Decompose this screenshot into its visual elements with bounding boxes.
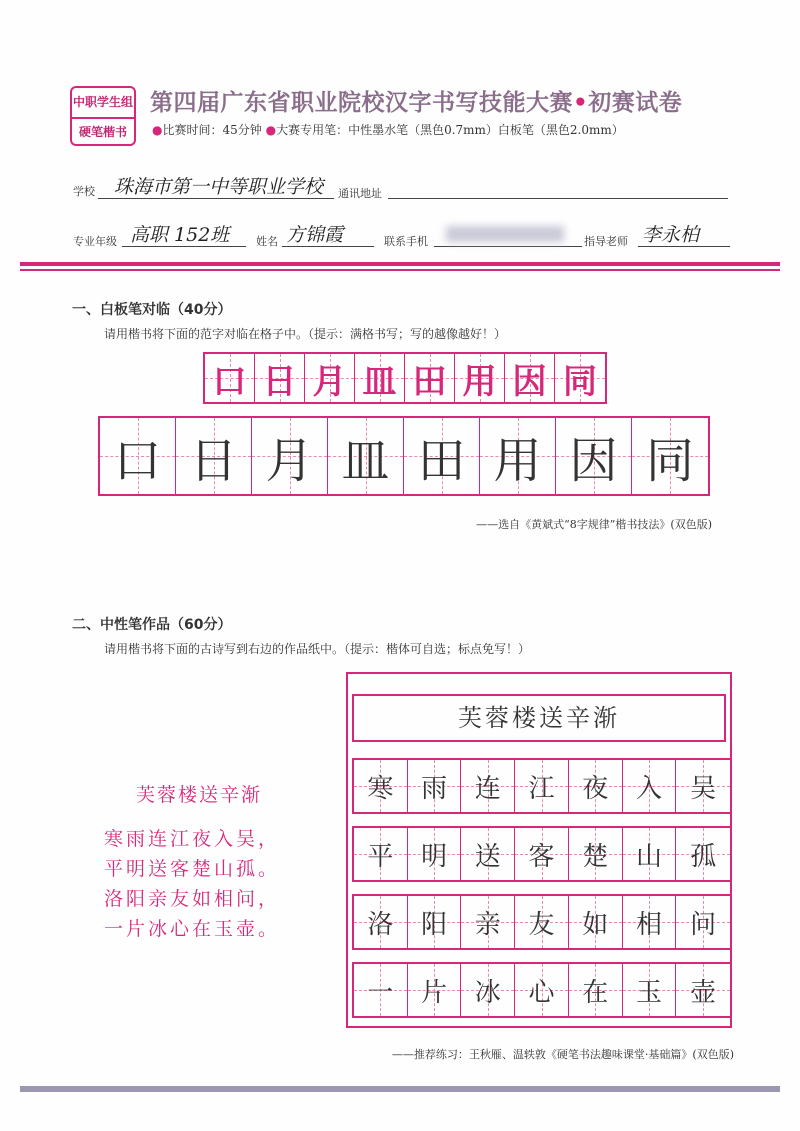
work-cell[interactable]: 相 [623, 896, 677, 948]
work-cell[interactable]: 雨 [408, 760, 462, 812]
work-cell[interactable]: 送 [461, 828, 515, 880]
work-cell[interactable]: 入 [623, 760, 677, 812]
poem-line: 一片冰心在玉壶。 [104, 918, 281, 940]
work-cell[interactable]: 楚 [569, 828, 623, 880]
practice-cell[interactable]: 用 [480, 418, 556, 494]
class-label: 专业年级 [73, 235, 117, 248]
category-badge [70, 86, 136, 146]
model-char-grid [203, 352, 607, 404]
badge-style: 硬笔楷书 [78, 125, 127, 139]
work-cell[interactable]: 明 [408, 828, 462, 880]
poem-line: 寒雨连江夜入吴， [104, 828, 281, 850]
practice-cell[interactable]: 同 [632, 418, 708, 494]
exam-subtitle [152, 121, 624, 138]
poem-title: 芙蓉楼送辛渐 [136, 784, 263, 806]
pens-label: 大赛专用笔：中性墨水笔（黑色0.7mm）白板笔（黑色2.0mm） [276, 123, 624, 137]
section2-recommendation: ——推荐练习：王秋雁、温轶敦《硬笔书法趣味课堂·基础篇》(双色版) [391, 1048, 734, 1061]
teacher-value: 李永柏 [642, 224, 700, 246]
poem-text [104, 824, 280, 944]
phone-label: 联系手机 [384, 235, 428, 248]
model-char-cell: 用 [455, 354, 505, 402]
teacher-field[interactable] [638, 222, 730, 247]
work-cell[interactable]: 江 [515, 760, 569, 812]
work-cell[interactable]: 心 [515, 964, 569, 1016]
class-field[interactable] [122, 222, 246, 247]
work-cell[interactable]: 玉 [623, 964, 677, 1016]
work-cell[interactable]: 壶 [676, 964, 730, 1016]
work-cell[interactable]: 吴 [676, 760, 730, 812]
practice-cell[interactable]: 因 [556, 418, 632, 494]
title-main: 第四届广东省职业院校汉字书写技能大赛 [150, 90, 573, 116]
name-field[interactable] [282, 222, 374, 247]
practice-cell[interactable]: 日 [176, 418, 252, 494]
section1-instruction: 请用楷书将下面的范字对临在格子中。（提示：满格书写；写的越像越好！） [104, 327, 507, 341]
work-cell[interactable]: 连 [461, 760, 515, 812]
poem-line: 平明送客楚山孤。 [104, 858, 281, 880]
model-char-cell: 月 [305, 354, 355, 402]
address-label: 通讯地址 [338, 187, 382, 200]
work-cell[interactable]: 夜 [569, 760, 623, 812]
work-cell[interactable]: 片 [408, 964, 462, 1016]
title-dot: • [573, 90, 589, 116]
teacher-label: 指导老师 [584, 235, 628, 248]
practice-cell[interactable]: 口 [100, 418, 176, 494]
model-char-cell: 皿 [355, 354, 405, 402]
phone-field[interactable] [434, 222, 582, 247]
section2-instruction: 请用楷书将下面的古诗写到右边的作品纸中。（提示：楷体可自选；标点免写！） [104, 642, 531, 656]
bullet-icon: ● [152, 123, 163, 137]
class-value: 高职 152班 [130, 224, 230, 246]
divider-thick [20, 262, 780, 266]
time-label: 比赛时间：45分钟 [162, 123, 262, 137]
work-cell[interactable]: 在 [569, 964, 623, 1016]
model-char-cell: 田 [405, 354, 455, 402]
address-field[interactable] [388, 178, 728, 199]
school-label: 学校 [73, 185, 95, 198]
model-char-cell: 日 [255, 354, 305, 402]
title-suffix: 初赛试卷 [588, 90, 683, 116]
school-value: 珠海市第一中等职业学校 [114, 176, 324, 198]
phone-redacted [446, 226, 564, 242]
work-cell[interactable]: 问 [676, 896, 730, 948]
work-row[interactable] [352, 826, 732, 882]
page-title [150, 84, 682, 117]
practice-cell[interactable]: 皿 [328, 418, 404, 494]
practice-cell[interactable]: 月 [252, 418, 328, 494]
work-cell[interactable]: 客 [515, 828, 569, 880]
work-cell[interactable]: 寒 [354, 760, 408, 812]
work-cell[interactable]: 孤 [676, 828, 730, 880]
name-label: 姓名 [256, 235, 278, 248]
name-value: 方锦霞 [286, 224, 344, 246]
model-char-cell: 口 [205, 354, 255, 402]
work-cell[interactable]: 友 [515, 896, 569, 948]
section1-heading: 一、白板笔对临（40分） [72, 302, 232, 318]
work-row[interactable] [352, 962, 732, 1018]
poem-line: 洛阳亲友如相问， [104, 888, 281, 910]
school-field[interactable] [98, 176, 334, 199]
model-char-cell: 同 [555, 354, 605, 402]
section2-heading: 二、中性笔作品（60分） [72, 617, 232, 633]
practice-cell[interactable]: 田 [404, 418, 480, 494]
work-cell[interactable]: 一 [354, 964, 408, 1016]
model-char-cell: 因 [505, 354, 555, 402]
work-cell[interactable]: 山 [623, 828, 677, 880]
footer-bar [20, 1086, 780, 1092]
work-cell[interactable]: 冰 [461, 964, 515, 1016]
work-title-box: 芙蓉楼送辛渐 [352, 694, 726, 742]
work-cell[interactable]: 洛 [354, 896, 408, 948]
practice-grid[interactable] [98, 416, 710, 496]
work-cell[interactable]: 平 [354, 828, 408, 880]
work-cell[interactable]: 阳 [408, 896, 462, 948]
badge-group: 中职学生组 [72, 88, 134, 119]
section1-source: ——选自《黄斌式“8字规律”楷书技法》(双色版) [476, 518, 712, 531]
divider-thin [20, 269, 780, 271]
bullet-icon: ● [265, 123, 277, 137]
work-cell[interactable]: 亲 [461, 896, 515, 948]
work-cell[interactable]: 如 [569, 896, 623, 948]
work-row[interactable] [352, 894, 732, 950]
work-row[interactable] [352, 758, 732, 814]
